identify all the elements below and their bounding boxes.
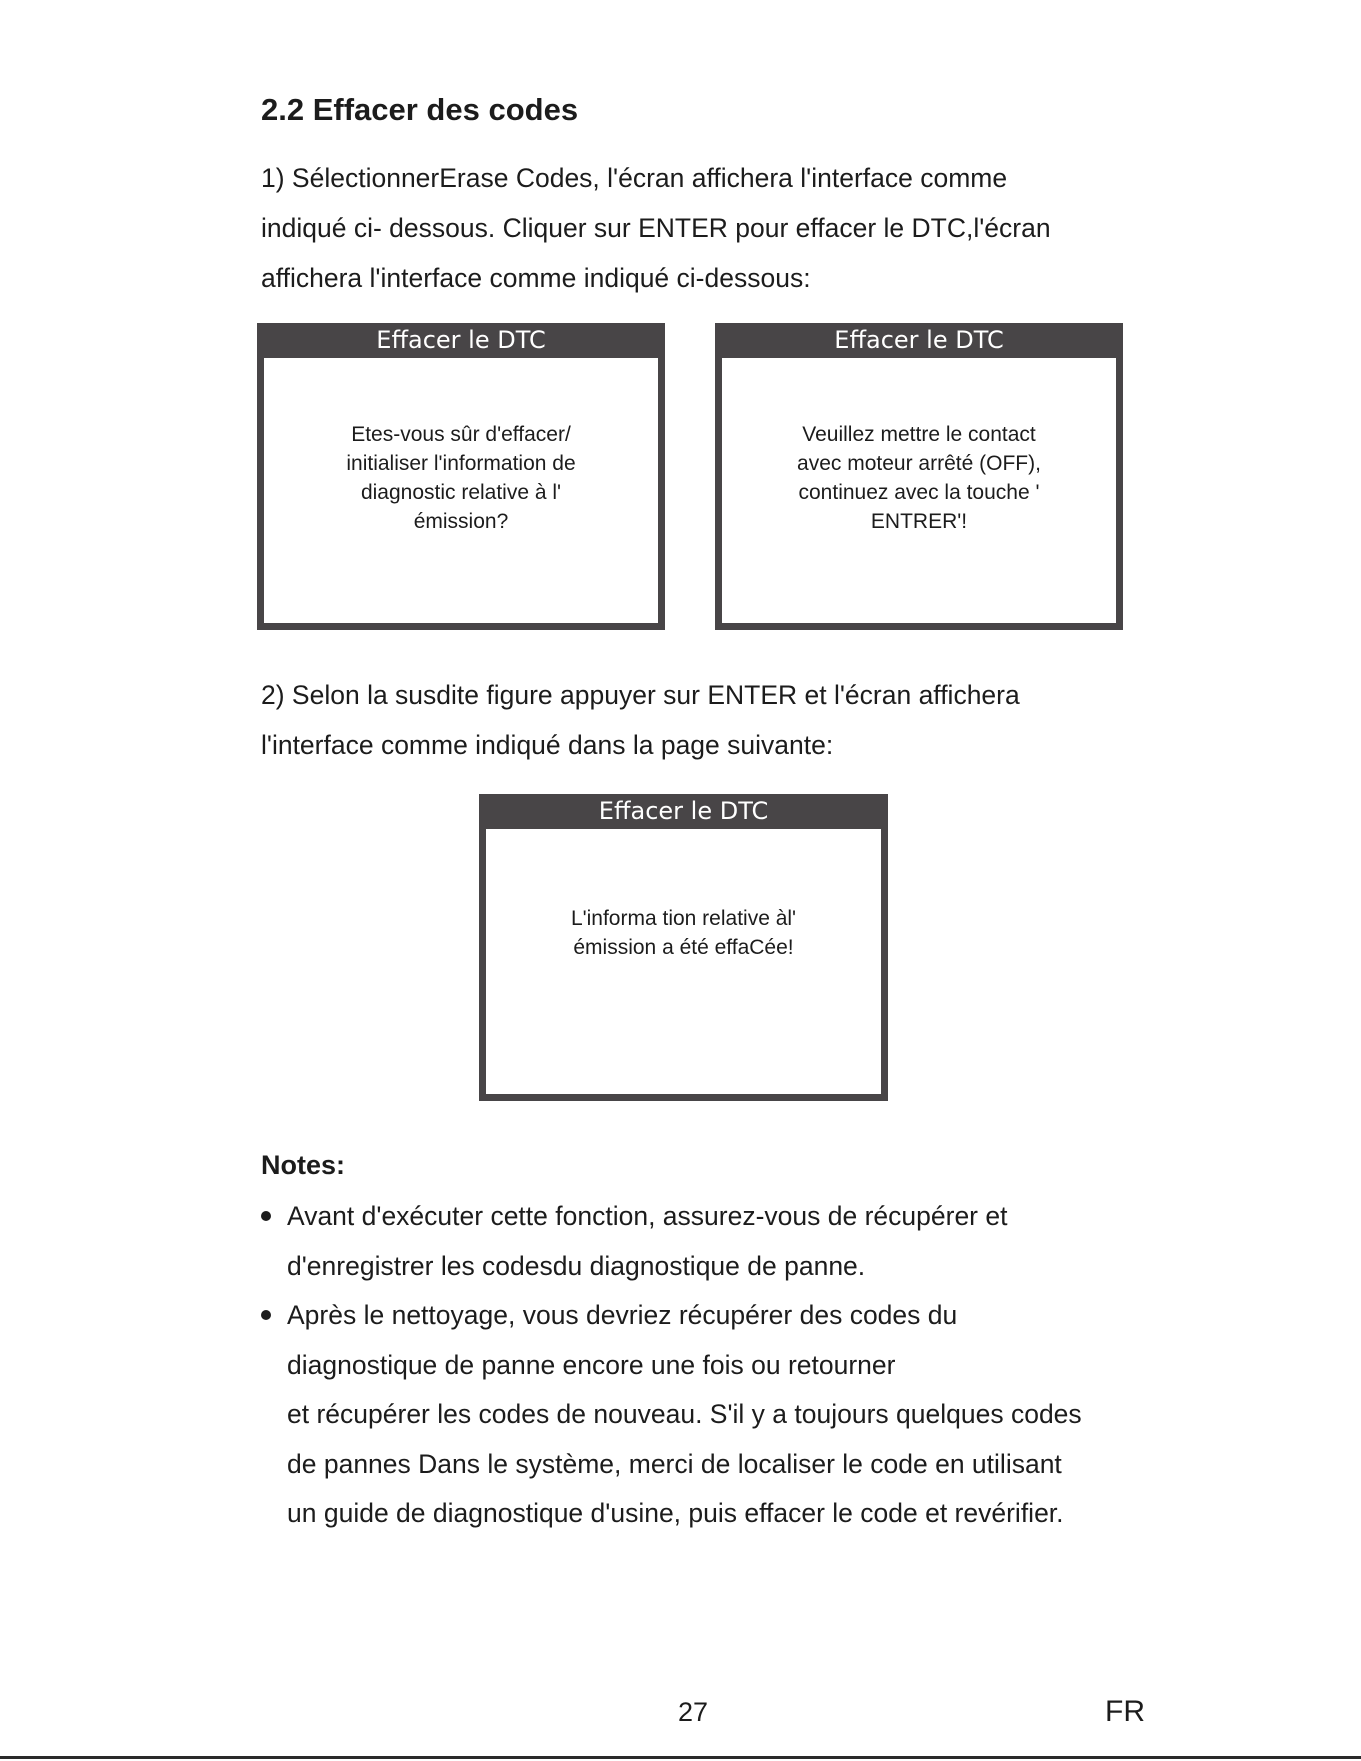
device-screen-erased [479,794,888,1101]
bullet-line: diagnostique de panne encore une fois ou retourner [287,1349,896,1380]
screen-message-line: diagnostic relative à l' [360,481,562,504]
screen-title: Effacer le DTC [598,797,769,825]
screen-message-line: Etes-vous sûr d'effacer/ [351,423,571,446]
screen-message-line: émission? [413,510,509,533]
screen-message-line: ENTRER'! [870,510,968,533]
bullet-line: d'enregistrer les codesdu diagnostique de panne. [287,1250,866,1281]
paragraph-step-1 [261,153,1051,303]
notes-heading: Notes: [261,1150,346,1180]
screen-message-line: continuez avec la touche ' [798,481,1040,504]
device-screen-confirm-erase [257,323,665,630]
screen-message-line: L'informa tion relative àl' [570,907,797,930]
bullet-line: Avant d'exécuter cette fonction, assurez-vous de récupérer et [287,1201,1008,1231]
page-number: 27 [678,1697,709,1727]
page-edge-divider [0,1756,1361,1759]
screen-message-line: initialiser l'information de [346,452,576,475]
bullet-line: Après le nettoyage, vous devriez récupérer des codes du [287,1300,958,1330]
screen-body [264,358,658,623]
bullet-line: et récupérer les codes de nouveau. S'il y a toujours quelques codes [287,1399,1082,1429]
screen-message-line: Veuillez mettre le contact [802,423,1036,446]
screen-body [722,358,1116,623]
paragraph-line: affichera l'interface comme indiqué ci-dessous: [261,263,811,293]
screen-body [486,829,881,1094]
screen-title: Effacer le DTC [834,326,1004,354]
language-label: FR [1105,1695,1145,1728]
bullet-dot-icon [261,1310,271,1320]
screen-message-line: émission a été effaCée! [573,936,794,959]
paragraph-line: 2) Selon la susdite figure appuyer sur ENTER et l'écran affichera [261,680,1020,710]
paragraph-line: 1) SélectionnerErase Codes, l'écran affichera l'interface comme [261,163,1008,193]
section-heading: 2.2 Effacer des codes [261,92,579,127]
device-screen-ignition-off [715,323,1123,630]
screen-title: Effacer le DTC [376,326,546,354]
bullet-dot-icon [261,1211,271,1221]
bullet-line: un guide de diagnostique d'usine, puis effacer le code et revérifier. [287,1498,1064,1528]
bullet-line: de pannes Dans le système, merci de localiser le code en utilisant [287,1448,1062,1479]
paragraph-line: l'interface comme indiqué dans la page suivante: [261,730,834,760]
paragraph-line: indiqué ci- dessous. Cliquer sur ENTER pour effacer le DTC,l'écran [261,213,1051,243]
paragraph-step-2 [261,670,1020,770]
screen-message-line: avec moteur arrêté (OFF), [797,452,1041,475]
